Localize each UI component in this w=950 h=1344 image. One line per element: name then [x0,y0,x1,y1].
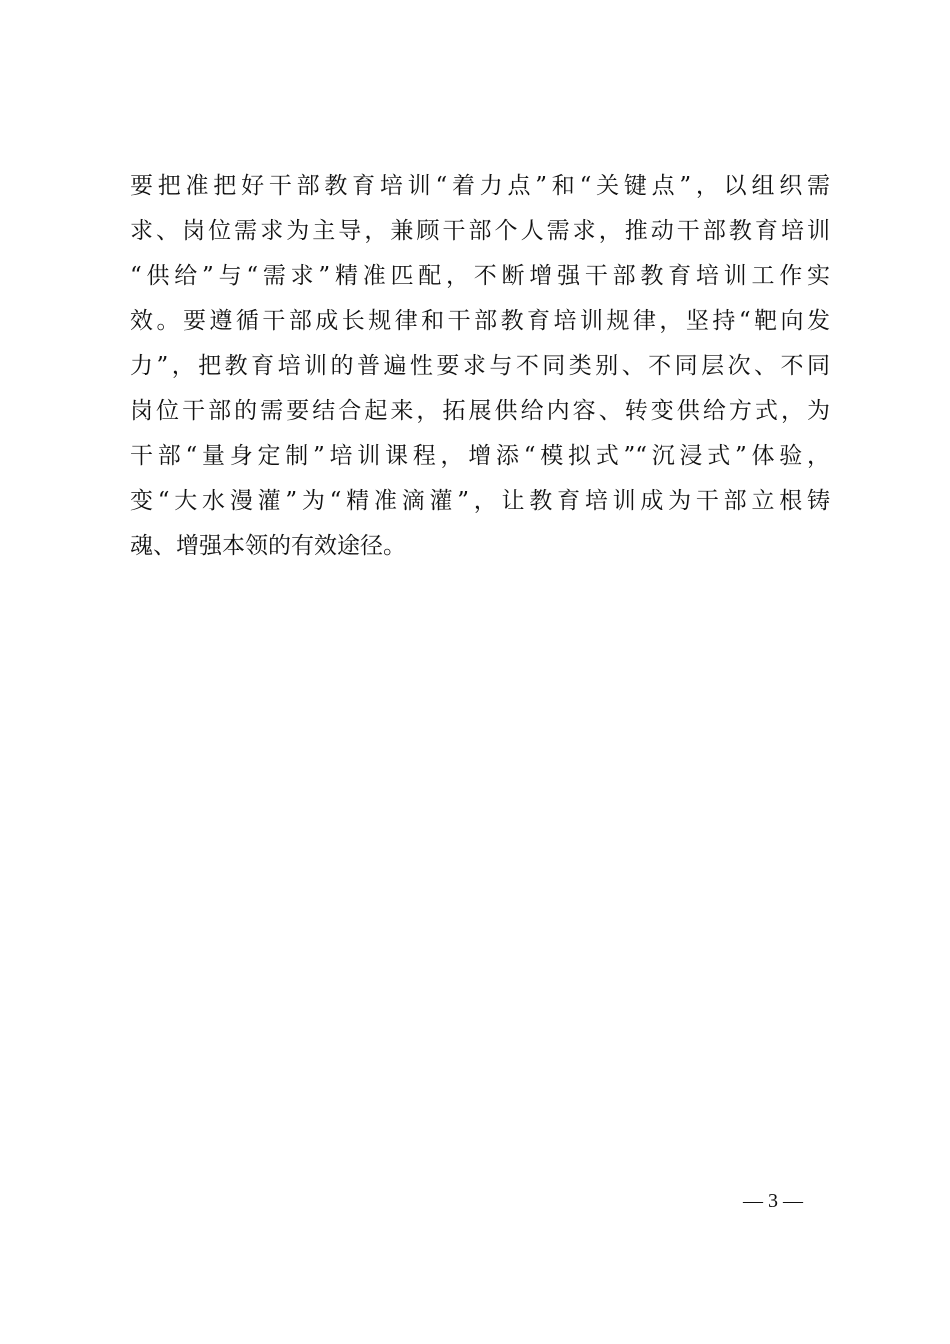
paragraph-line: 效。要遵循干部成长规律和干部教育培训规律，坚持“靶向发 [130,308,830,334]
paragraph-line: 魂、增强本领的有效途径。 [130,533,406,559]
paragraph-line: “供给”与“需求”精准匹配，不断增强干部教育培训工作实 [130,263,830,289]
paragraph-line: 求、岗位需求为主导，兼顾干部个人需求，推动干部教育培训 [130,218,830,244]
paragraph-line: 岗位干部的需要结合起来，拓展供给内容、转变供给方式，为 [130,398,830,424]
paragraph-line: 变“大水漫灌”为“精准滴灌”，让教育培训成为干部立根铸 [130,488,830,514]
page-number: — 3 — [743,1190,803,1212]
paragraph-line: 干部“量身定制”培训课程，增添“模拟式”“沉浸式”体验， [130,443,830,469]
paragraph-line: 力”，把教育培训的普遍性要求与不同类别、不同层次、不同 [130,353,830,379]
body-paragraph [130,164,830,569]
paragraph-line: 要把准把好干部教育培训“着力点”和“关键点”，以组织需 [130,173,830,199]
